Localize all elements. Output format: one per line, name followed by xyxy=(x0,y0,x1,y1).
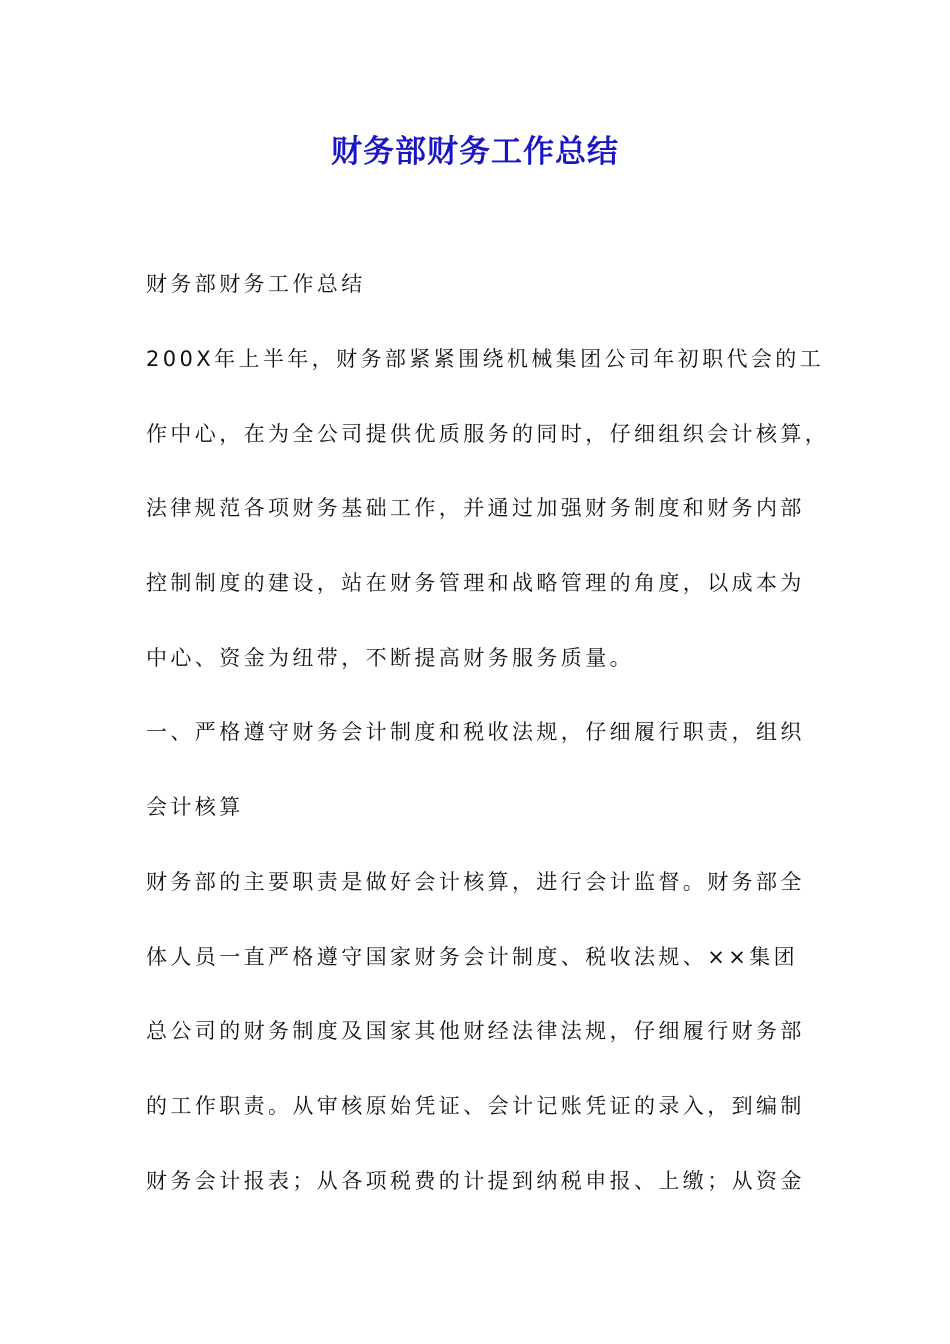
section-heading-line: 会计核算 xyxy=(146,795,244,819)
body-line: 财务部的主要职责是做好会计核算，进行会计监督。财务部全 xyxy=(146,870,805,894)
subtitle-line: 财务部财务工作总结 xyxy=(146,272,366,296)
body-line: 200X年上半年，财务部紧紧围绕机械集团公司年初职代会的工 xyxy=(146,347,825,371)
body-line: 财务会计报表；从各项税费的计提到纳税申报、上缴；从资金 xyxy=(146,1169,805,1193)
body-line: 法律规范各项财务基础工作，并通过加强财务制度和财务内部 xyxy=(146,496,805,520)
body-line: 的工作职责。从审核原始凭证、会计记账凭证的录入，到编制 xyxy=(146,1094,805,1118)
body-line: 中心、资金为纽带，不断提高财务服务质量。 xyxy=(146,646,634,670)
body-line: 总公司的财务制度及国家其他财经法律法规，仔细履行财务部 xyxy=(146,1019,805,1043)
body-line: 作中心，在为全公司提供优质服务的同时，仔细组织会计核算， xyxy=(146,422,830,446)
body-line: 控制制度的建设，站在财务管理和战略管理的角度，以成本为 xyxy=(146,571,805,595)
section-heading-line: 一、严格遵守财务会计制度和税收法规，仔细履行职责，组织 xyxy=(146,720,805,744)
body-line: 体人员一直严格遵守国家财务会计制度、税收法规、××集团 xyxy=(146,945,798,969)
document-title: 财务部财务工作总结 xyxy=(331,134,619,170)
